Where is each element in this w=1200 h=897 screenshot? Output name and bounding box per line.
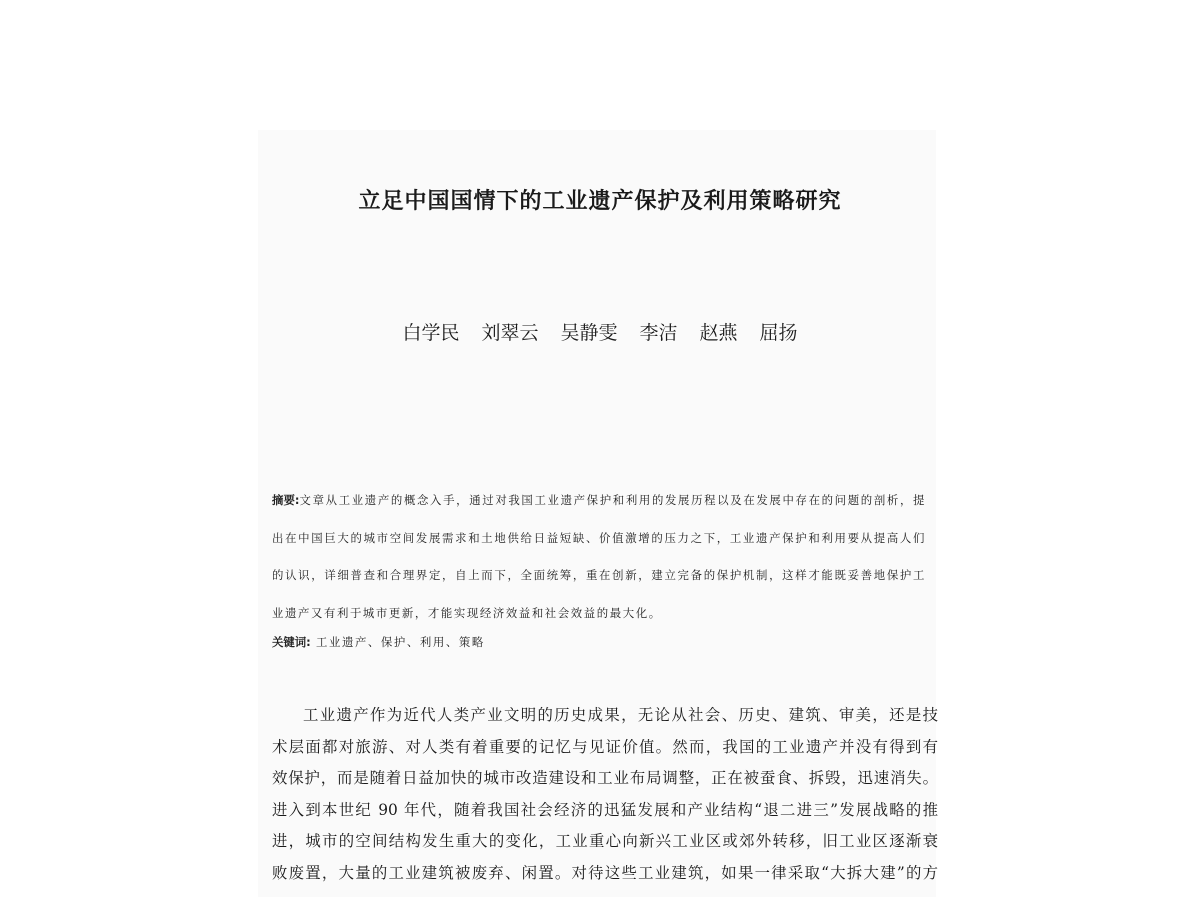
abstract xyxy=(272,482,926,632)
body-line: 工业遗产作为近代人类产业文明的历史成果，无论从社会、历史、建筑、审美，还是技 xyxy=(303,706,938,724)
author-name: 屈扬 xyxy=(759,322,798,344)
abstract-text: 文章从工业遗产的概念入手，通过对我国工业遗产保护和利用的发展历程以及在发展中存在的问题的剖析，提出在中国巨大的城市空间发展需求和土地供给日益短缺、价值激增的压力之下，工业遗产保护和利用要从提高人们的认识，详细普查和合理界定，自上而下，全面统筹，重在创新，建立完备的保护机制，这样才能既妥善地保护工业遗产又有利于城市更新，才能实现经济效益和社会效益的最大化。 xyxy=(272,493,926,620)
body-paragraph xyxy=(272,700,938,889)
keywords-label: 关键词: xyxy=(272,635,311,649)
author-name: 刘翠云 xyxy=(481,322,539,344)
author-name: 白学民 xyxy=(402,322,460,344)
body-line: 效保护，而是随着日益加快的城市改造建设和工业布局调整，正在被蚕食、拆毁，迅速消失。 xyxy=(272,769,938,787)
author-name: 李洁 xyxy=(639,322,678,344)
paper-title: 立足中国国情下的工业遗产保护及利用策略研究 xyxy=(358,188,842,214)
body-line: 进，城市的空间结构发生重大的变化，工业重心向新兴工业区或郊外转移，旧工业区逐渐衰 xyxy=(272,832,938,850)
keywords xyxy=(272,632,926,652)
body-line: 术层面都对旅游、对人类有着重要的记忆与见证价值。然而，我国的工业遗产并没有得到有 xyxy=(272,737,938,756)
author-name: 赵燕 xyxy=(699,322,738,344)
author-list xyxy=(0,318,1200,345)
keywords-text: 工业遗产、保护、利用、策略 xyxy=(315,635,485,649)
author-name: 吴静雯 xyxy=(560,322,618,344)
abstract-label: 摘要: xyxy=(272,493,300,507)
body-line: 进入到本世纪 90 年代，随着我国社会经济的迅猛发展和产业结构“退二进三”发展战略的推 xyxy=(272,800,938,819)
body-line: 败废置，大量的工业建筑被废弃、闲置。对待这些工业建筑，如果一律采取“大拆大建”的方 xyxy=(272,863,938,882)
